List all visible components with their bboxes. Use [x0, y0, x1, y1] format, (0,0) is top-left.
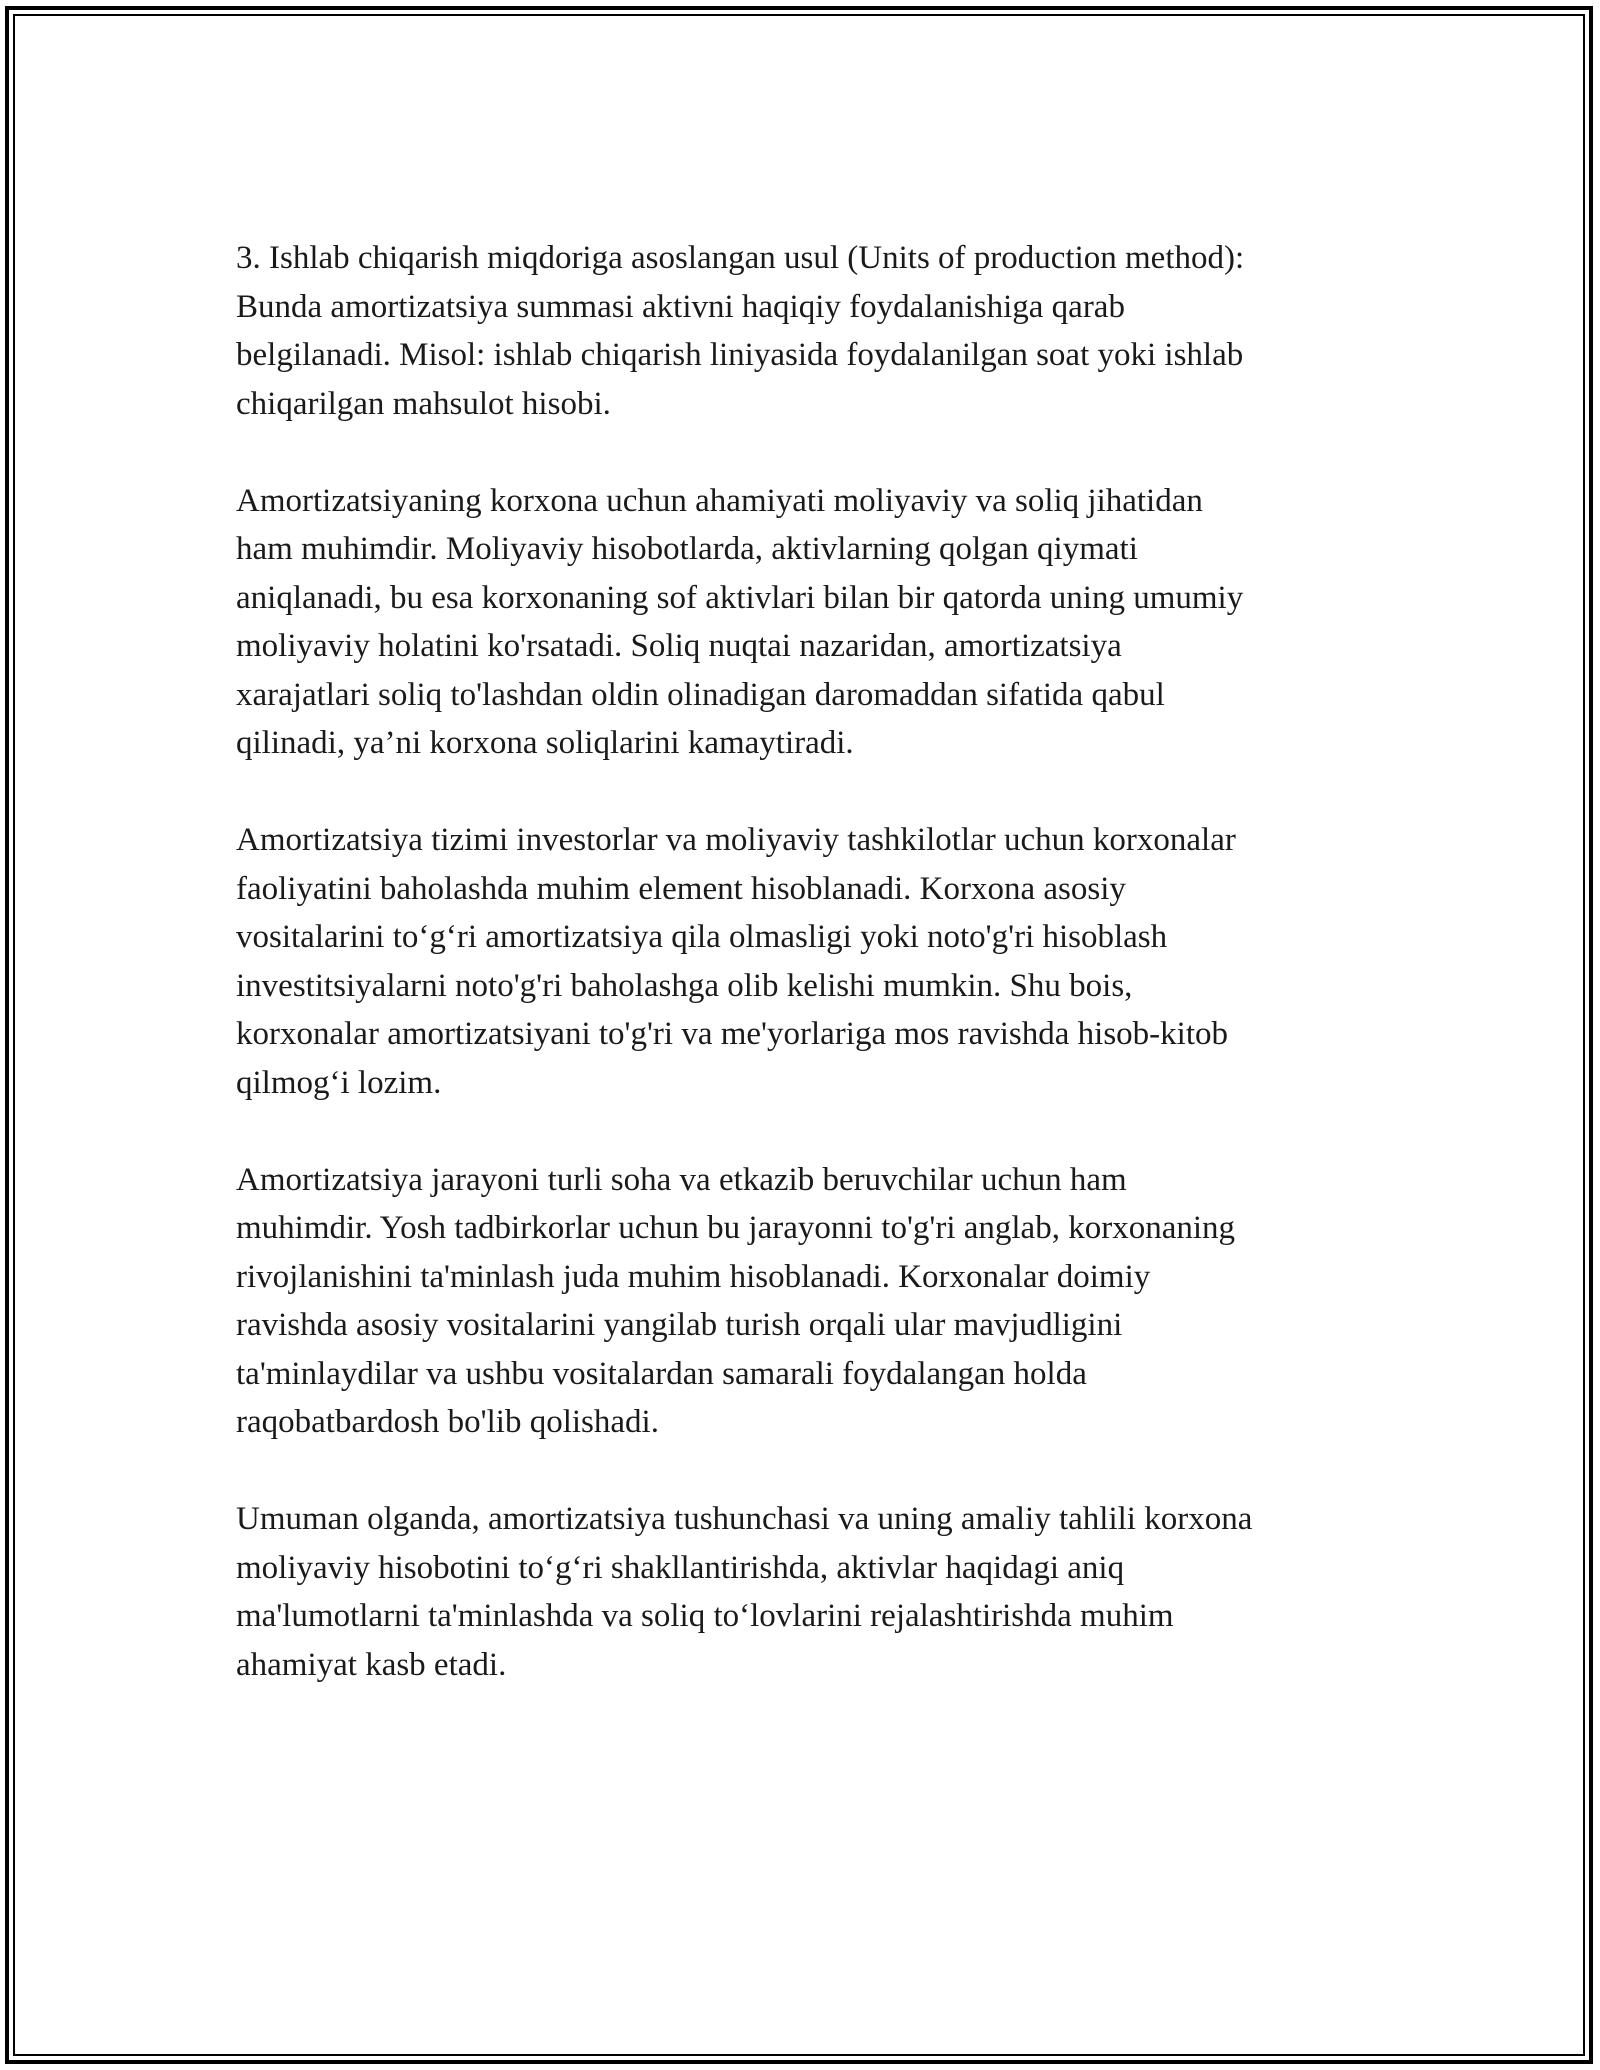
paragraph-entrepreneurs-competitiveness: Amortizatsiya jarayoni turli soha va etkazib beruvchilar uchun ham muhimdir. Yosh tadbirkorlar uchun bu jarayonni to'g'ri anglab, korxonaning rivojlanishini ta'minlash juda muhim hisoblanadi. Korxonalar doimiy ravishda asosiy vositalarini yangilab turish orqali ular mavjudligini ta'minlaydilar va ushbu vositalardan samarali foydalangan holda raqobatbardosh bo'lib qolishadi.	[236, 1161, 1236, 1440]
paragraph-units-of-production-method: 3. Ishlab chiqarish miqdoriga asoslangan usul (Units of production method): Bunda amortizatsiya summasi aktivni haqiqiy foydalanishiga qarab belgilanadi. Misol: ishlab chiqarish liniyasida foydalanilgan soat yoki ishlab chiqarilgan mahsulot hisobi.	[236, 240, 1245, 422]
paragraph-conclusion: Umuman olganda, amortizatsiya tushunchasi va uning amaliy tahlili korxona moliyaviy hisobotini to‘g‘ri shakllantirishda, aktivlar haqidagi aniq ma'lumotlarni ta'minlashda va soliq to‘lovlarini rejalashtirishda muhim ahamiyat kasb etadi.	[236, 1501, 1253, 1683]
document-body	[236, 234, 1376, 1738]
paragraph-financial-tax-importance: Amortizatsiyaning korxona uchun ahamiyati moliyaviy va soliq jihatidan ham muhimdir. Moliyaviy hisobotlarda, aktivlarning qolgan qiymati aniqlanadi, bu esa korxonaning sof aktivlari bilan bir qatorda uning umumiy moliyaviy holatini ko'rsatadi. Soliq nuqtai nazaridan, amortizatsiya xarajatlari soliq to'lashdan oldin olinadigan daromaddan sifatida qabul qilinadi, ya’ni korxona soliqlarini kamaytiradi.	[236, 482, 1244, 761]
paragraph-investor-evaluation: Amortizatsiya tizimi investorlar va moliyaviy tashkilotlar uchun korxonalar faoliyatini baholashda muhim element hisoblanadi. Korxona asosiy vositalarini to‘g‘ri amortizatsiya qila olmasligi yoki noto'g'ri hisoblash investitsiyalarni noto'g'ri baholashga olib kelishi mumkin. Shu bois, korxonalar amortizatsiyani to'g'ri va me'yorlariga mos ravishda hisob-kitob qilmog‘i lozim.	[236, 822, 1236, 1101]
